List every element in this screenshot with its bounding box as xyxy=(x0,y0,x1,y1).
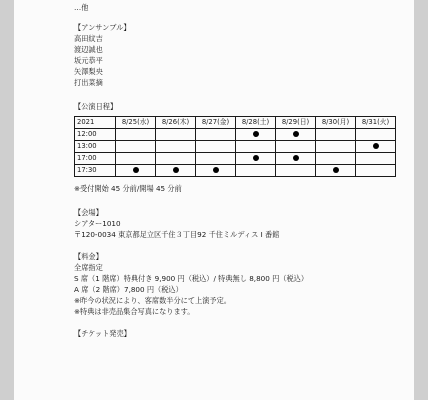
schedule-cell xyxy=(236,165,276,177)
schedule-day: 8/30(月) xyxy=(316,117,356,129)
schedule-day: 8/31(火) xyxy=(356,117,396,129)
schedule-cell xyxy=(196,165,236,177)
schedule-cell xyxy=(196,153,236,165)
etc-text: …他 xyxy=(74,3,89,12)
schedule-day: 8/27(金) xyxy=(196,117,236,129)
price-line: A 席（2 階席）7,800 円（税込） xyxy=(74,285,183,294)
performance-dot xyxy=(293,131,299,137)
schedule-cell xyxy=(116,141,156,153)
schedule-cell xyxy=(316,165,356,177)
schedule-cell xyxy=(156,165,196,177)
schedule-cell xyxy=(356,165,396,177)
ensemble-member: 坂元恭平 xyxy=(74,56,103,65)
schedule-time: 17:00 xyxy=(75,153,116,165)
ensemble-member: 打出菜摘 xyxy=(74,78,103,87)
performance-dot xyxy=(133,167,139,173)
schedule-cell xyxy=(236,153,276,165)
ticket-heading: 【チケット発売】 xyxy=(74,329,131,338)
schedule-cell xyxy=(276,129,316,141)
ensemble-member: 渡辺誠也 xyxy=(74,45,103,54)
schedule-cell xyxy=(316,141,356,153)
schedule-cell xyxy=(156,153,196,165)
schedule-cell xyxy=(156,141,196,153)
ensemble-heading: 【アンサンブル】 xyxy=(74,23,131,32)
schedule-day: 8/26(木) xyxy=(156,117,196,129)
schedule-cell xyxy=(276,141,316,153)
ensemble-member: 高田紋吉 xyxy=(74,34,103,43)
schedule-cell xyxy=(356,153,396,165)
performance-dot xyxy=(373,143,379,149)
price-line: S 席（1 階席）特典付き 9,900 円（税込）/ 特典無し 8,800 円（税込） xyxy=(74,274,309,283)
schedule-row xyxy=(75,129,396,141)
schedule-cell xyxy=(236,141,276,153)
price-heading: 【料金】 xyxy=(74,252,103,261)
schedule-cell xyxy=(356,141,396,153)
schedule-row xyxy=(75,165,396,177)
schedule-time: 17:30 xyxy=(75,165,116,177)
schedule-cell xyxy=(236,129,276,141)
performance-dot xyxy=(253,155,259,161)
ensemble-member: 矢澤梨央 xyxy=(74,67,103,76)
price-line: ※特典は非売品集合写真になります。 xyxy=(74,307,195,316)
schedule-cell xyxy=(316,129,356,141)
venue-address: 〒120-0034 東京都足立区千住３丁目92 千住ミルディス I 番館 xyxy=(74,230,280,239)
schedule-header-row xyxy=(75,117,396,129)
schedule-cell xyxy=(196,141,236,153)
schedule-year: 2021 xyxy=(75,117,116,129)
price-line: 全席指定 xyxy=(74,263,103,272)
performance-dot xyxy=(253,131,259,137)
schedule-row xyxy=(75,141,396,153)
document-content xyxy=(74,0,404,339)
schedule-row xyxy=(75,153,396,165)
schedule-cell xyxy=(316,153,356,165)
schedule-day: 8/25(水) xyxy=(116,117,156,129)
schedule-time: 13:00 xyxy=(75,141,116,153)
performance-dot xyxy=(333,167,339,173)
schedule-cell xyxy=(276,153,316,165)
schedule-cell xyxy=(116,129,156,141)
venue-heading: 【会場】 xyxy=(74,208,103,217)
schedule-cell xyxy=(156,129,196,141)
schedule-day: 8/29(日) xyxy=(276,117,316,129)
price-line: ※昨今の状況により、客席数半分にて上演予定。 xyxy=(74,296,231,305)
schedule-cell xyxy=(276,165,316,177)
schedule-cell xyxy=(196,129,236,141)
schedule-time: 12:00 xyxy=(75,129,116,141)
performance-dot xyxy=(213,167,219,173)
performance-dot xyxy=(173,167,179,173)
performance-dot xyxy=(293,155,299,161)
schedule-cell xyxy=(116,153,156,165)
schedule-cell xyxy=(356,129,396,141)
schedule-day: 8/28(土) xyxy=(236,117,276,129)
schedule-note: ※受付開始 45 分前/開場 45 分前 xyxy=(74,184,182,193)
schedule-table xyxy=(74,116,396,177)
venue-name: シアター1010 xyxy=(74,219,121,228)
schedule-cell xyxy=(116,165,156,177)
schedule-heading: 【公演日程】 xyxy=(74,102,118,111)
